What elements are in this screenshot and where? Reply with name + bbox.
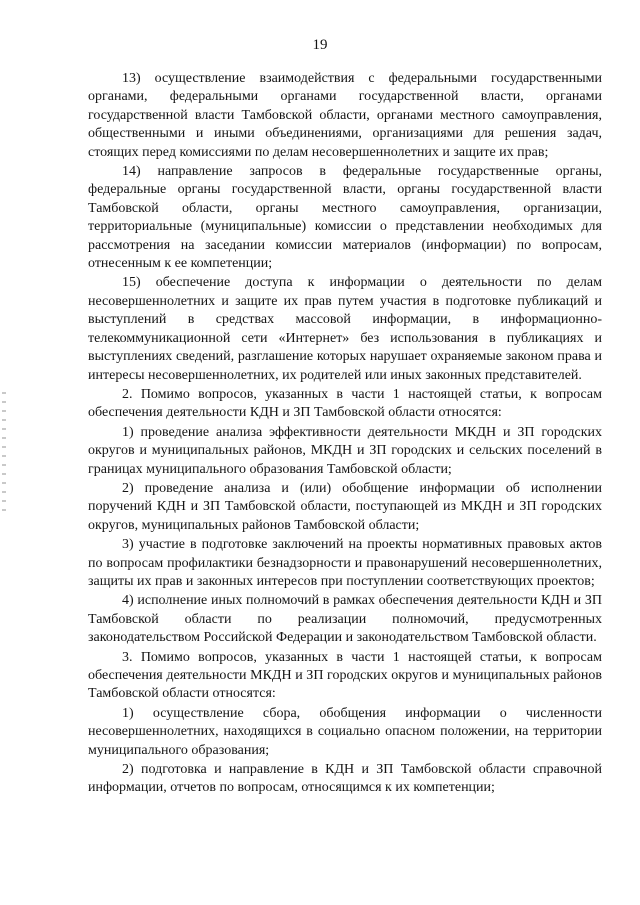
paragraph-part-3-item-2: 2) подготовка и направление в КДН и ЗП Тамбовской области справочной информации, отчетов по вопросам, относящимся к их компетенции; [88, 762, 602, 796]
page-number: 19 [312, 37, 328, 53]
paragraph-part-2-intro: 2. Помимо вопросов, указанных в части 1 настоящей статьи, к вопросам обеспечения деятельности КДН и ЗП Тамбовской области относятся: [88, 386, 602, 421]
paragraph-part-2-item-1: 1) проведение анализа эффективности деятельности МКДН и ЗП городских округов и муниципальных районов, МКДН и ЗП городских и сельских поселений в границах муниципального образования Тамбовской области; [88, 424, 602, 477]
paragraph-item-15: 15) обеспечение доступа к информации о деятельности по делам несовершеннолетних и защите их прав путем участия в подготовке публикаций и выступлений в средствах массовой информации, в информационно-телекоммуникационной сети «Интернет» без использования в публикациях и выступлениях сведений, разглашение которых нарушает охраняемые законом права и интересы несовершеннолетних, их родителей или иных законных представителей. [88, 275, 602, 383]
paragraph-part-2-item-4: 4) исполнение иных полномочий в рамках обеспечения деятельности КДН и ЗП Тамбовской области по реализации полномочий, предусмотренных законодательством Российской Федерации и законодательством Тамбовской области. [88, 593, 602, 646]
paragraph-item-13: 13) осуществление взаимодействия с федеральными государственными органами, федеральными органами государственной власти, органами государственной власти Тамбовской области, органами местного самоуправления, общественными и иными объединениями, организациями для решения задач, стоящих перед комиссиями по делам несовершеннолетних и защите их прав; [88, 71, 602, 160]
paragraph-part-3-item-1: 1) осуществление сбора, обобщения информации о численности несовершеннолетних, находящихся в социально опасном положении, на территории муниципального образования; [88, 705, 602, 758]
margin-scan-mark [2, 392, 6, 512]
document-body [88, 70, 602, 798]
paragraph-part-2-item-3: 3) участие в подготовке заключений на проекты нормативных правовых актов по вопросам профилактики безнадзорности и правонарушений несовершеннолетних, защиты их прав и законных интересов при поступлении соответствующих проектов; [88, 537, 602, 589]
paragraph-item-14: 14) направление запросов в федеральные государственные органы, федеральные органы государственной власти, органы государственной власти Тамбовской области, органы местного самоуправления, организации, территориальные (муниципальные) комиссии о представлении необходимых для рассмотрения на заседании комиссии материалов (информации) по вопросам, отнесенным к ее компетенции; [88, 164, 602, 272]
paragraph-part-2-item-2: 2) проведение анализа и (или) обобщение информации об исполнении поручений КДН и ЗП Тамбовской области, поступающей из МКДН и ЗП городских округов, муниципальных районов Тамбовской области; [88, 480, 602, 533]
paragraph-part-3-intro: 3. Помимо вопросов, указанных в части 1 настоящей статьи, к вопросам обеспечения деятельности МКДН и ЗП городских округов и муниципальных районов Тамбовской области относятся: [88, 649, 602, 702]
